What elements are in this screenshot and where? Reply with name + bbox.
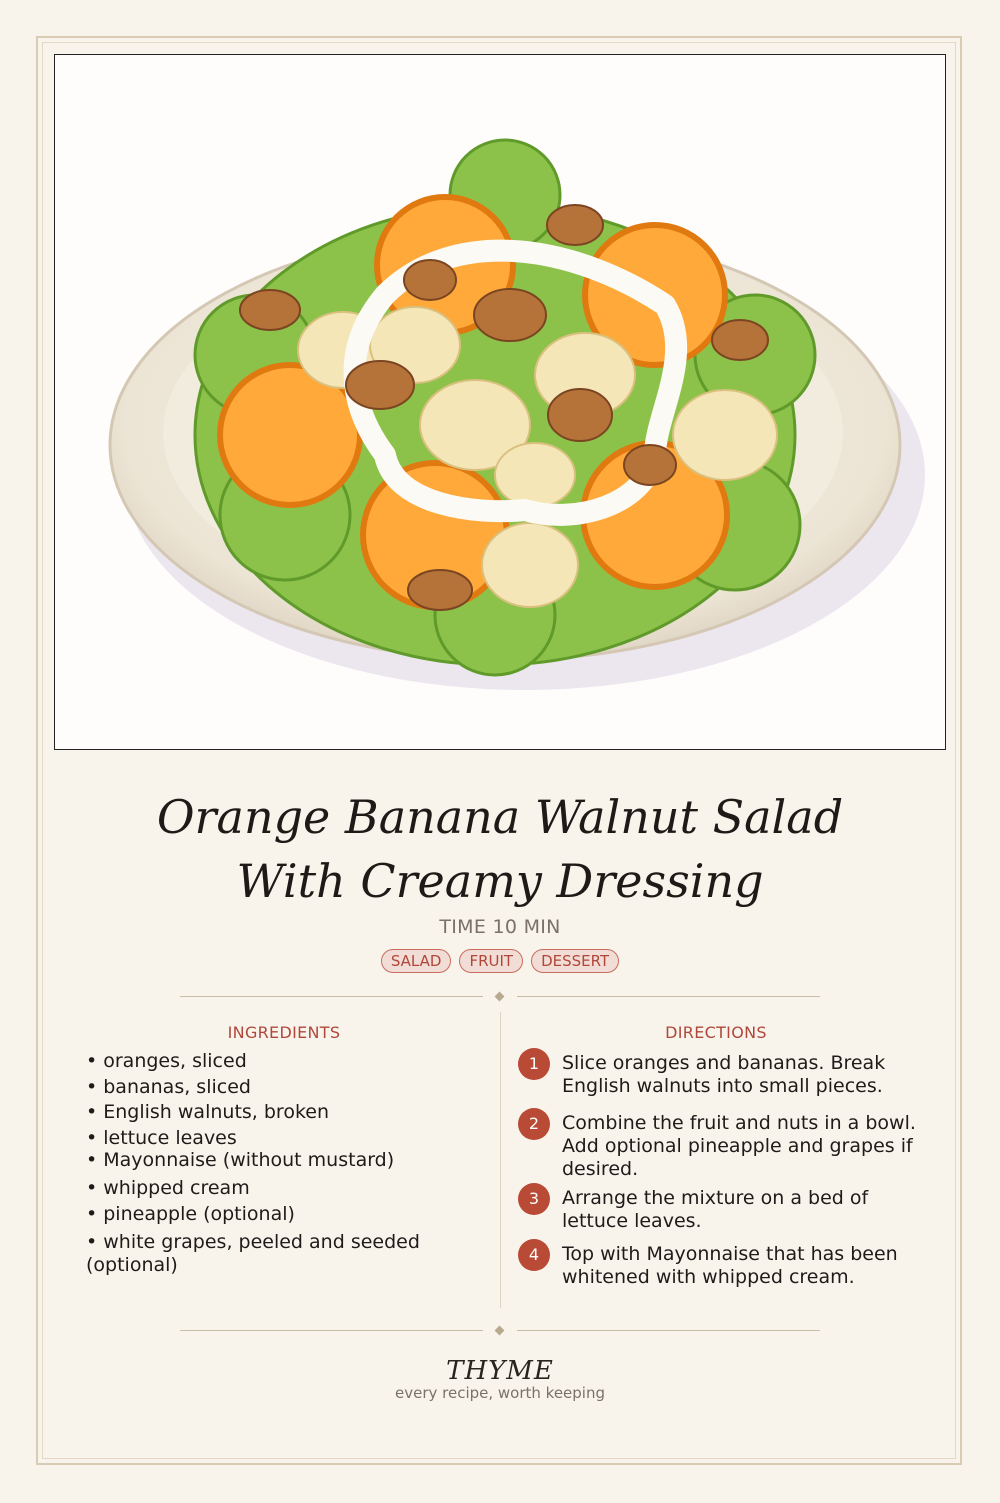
tag-fruit[interactable]: FRUIT — [459, 949, 523, 973]
step-number-badge: 4 — [518, 1239, 550, 1271]
tag-salad[interactable]: SALAD — [381, 949, 452, 973]
ingredient-item: • pineapple (optional) — [86, 1203, 295, 1225]
column-divider — [500, 1012, 501, 1308]
step-text: Top with Mayonnaise that has been whitened with whipped cream. — [562, 1243, 898, 1288]
tag-dessert[interactable]: DESSERT — [531, 949, 619, 973]
bottom-divider — [180, 1325, 820, 1337]
brand-name: THYME — [446, 1356, 554, 1386]
directions-heading: DIRECTIONS — [665, 1023, 767, 1042]
top-divider — [180, 991, 820, 1003]
ingredient-item: • lettuce leaves — [86, 1127, 237, 1149]
ingredient-item: • oranges, sliced — [86, 1050, 247, 1072]
diamond-ornament-icon — [495, 1326, 505, 1336]
ingredient-item: • Mayonnaise (without mustard) — [86, 1149, 395, 1171]
step-text: Arrange the mixture on a bed of lettuce leaves. — [562, 1187, 869, 1232]
tag-list — [0, 949, 1000, 973]
step-number-badge: 2 — [518, 1108, 550, 1140]
recipe-title: Orange Banana Walnut Salad With Creamy Dressing — [156, 790, 844, 908]
cook-time: TIME 10 MIN — [439, 916, 561, 938]
ingredient-item: • English walnuts, broken — [86, 1101, 330, 1123]
ingredient-item: • white grapes, peeled and seeded (optional) — [86, 1231, 420, 1276]
step-text: Slice oranges and bananas. Break English walnuts into small pieces. — [562, 1052, 886, 1097]
brand-tagline: every recipe, worth keeping — [394, 1384, 605, 1402]
ingredient-item: • bananas, sliced — [86, 1076, 251, 1098]
step-number-badge: 1 — [518, 1048, 550, 1080]
ingredients-heading: INGREDIENTS — [227, 1023, 341, 1042]
ingredient-item: • whipped cream — [86, 1177, 250, 1199]
step-text: Combine the fruit and nuts in a bowl. Add optional pineapple and grapes if desired. — [562, 1112, 916, 1180]
diamond-ornament-icon — [495, 992, 505, 1002]
step-number-badge: 3 — [518, 1183, 550, 1215]
recipe-illustration — [54, 54, 946, 750]
